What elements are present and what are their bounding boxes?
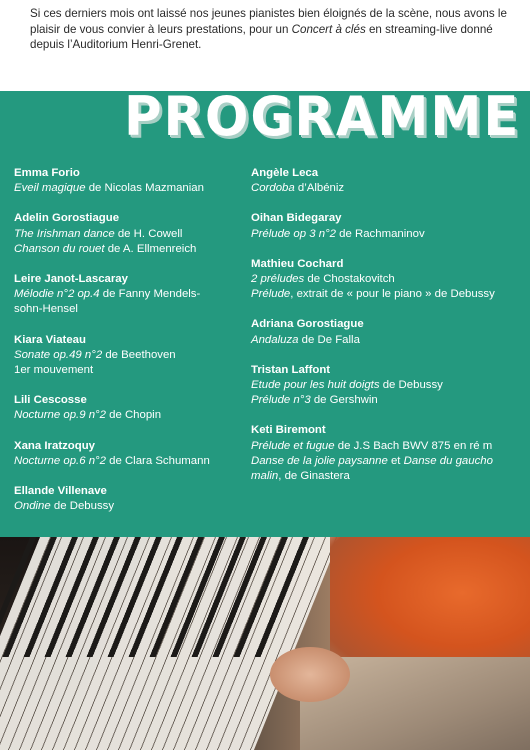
piece-title: Prélude et fugue bbox=[251, 439, 335, 452]
piece-line bbox=[251, 227, 526, 242]
performer-name: Adriana Gorostiague bbox=[251, 318, 364, 331]
piece-composer: de Fanny Mendels- bbox=[99, 288, 201, 301]
piece-composer: de J.S Bach BWV 875 en ré m bbox=[334, 439, 493, 452]
piece-title: Prélude bbox=[251, 288, 291, 301]
piece-line bbox=[14, 242, 244, 257]
piece-composer: sohn-Hensel bbox=[14, 303, 78, 316]
piece-title: Nocturne op.9 n°2 bbox=[14, 409, 106, 422]
piece-title: The Irishman dance bbox=[14, 227, 115, 240]
piece-line bbox=[14, 287, 244, 302]
piece-line bbox=[251, 287, 526, 302]
piece-composer: de Gershwin bbox=[310, 394, 378, 407]
piece-composer: de A. Ellmenreich bbox=[104, 242, 197, 255]
piece-line bbox=[251, 439, 526, 454]
programme-entry bbox=[251, 211, 526, 241]
programme-entry bbox=[14, 439, 244, 469]
performer-name: Kiara Viateau bbox=[14, 333, 86, 346]
piano-photo bbox=[0, 537, 530, 750]
programme-entry bbox=[14, 393, 244, 423]
piece-title: Andaluza bbox=[251, 333, 299, 346]
piece-composer: de Debussy bbox=[50, 500, 115, 513]
orange-sweater bbox=[330, 537, 530, 677]
piece-line bbox=[14, 408, 244, 423]
piano-black-keys bbox=[0, 537, 310, 657]
piece-line bbox=[14, 227, 244, 242]
piece-title: 2 préludes bbox=[251, 273, 305, 286]
performer-name: Oihan Bidegaray bbox=[251, 212, 342, 225]
piece-line bbox=[251, 272, 526, 287]
piece-line bbox=[251, 333, 526, 348]
programme-panel bbox=[0, 85, 530, 537]
piece-title: Eveil magique bbox=[14, 182, 86, 195]
programme-entry bbox=[14, 211, 244, 257]
piece-title: Prélude n°3 bbox=[251, 394, 311, 407]
performer-name: Keti Biremont bbox=[251, 424, 326, 437]
piece-composer: et bbox=[387, 454, 404, 467]
programme-left-column bbox=[14, 166, 244, 529]
piece-line bbox=[14, 363, 244, 378]
programme-entry bbox=[251, 166, 526, 196]
intro-text-after: en streaming-live donné depuis l’Auditorium Henri-Grenet. bbox=[30, 22, 493, 52]
piece-line bbox=[251, 454, 526, 469]
performer-name: Leire Janot-Lascaray bbox=[14, 273, 128, 286]
piece-line bbox=[251, 378, 526, 393]
piece-line bbox=[251, 181, 526, 196]
piece-composer: 1er mouvement bbox=[14, 364, 94, 377]
piece-composer: de Chostakovitch bbox=[304, 273, 395, 286]
programme-entry bbox=[251, 257, 526, 303]
pianist-hand bbox=[270, 647, 350, 702]
programme-entry bbox=[14, 484, 244, 514]
piece-title: Cordoba bbox=[251, 182, 295, 195]
performer-name: Adelin Gorostiague bbox=[14, 212, 120, 225]
performer-name: Ellande Villenave bbox=[14, 485, 107, 498]
piece-title: Prélude op 3 n°2 bbox=[251, 227, 336, 240]
piece-composer: de Rachmaninov bbox=[336, 227, 425, 240]
intro-emphasis: Concert à clés bbox=[291, 22, 366, 36]
piece-title: malin bbox=[251, 470, 279, 483]
piece-title: Sonate op.49 n°2 bbox=[14, 348, 103, 361]
piece-line bbox=[14, 348, 244, 363]
piece-composer: de H. Cowell bbox=[114, 227, 183, 240]
piece-composer: de De Falla bbox=[298, 333, 360, 346]
programme-entry bbox=[14, 166, 244, 196]
piece-line bbox=[14, 454, 244, 469]
piece-title: Mélodie n°2 op.4 bbox=[14, 288, 100, 301]
intro-paragraph bbox=[30, 6, 510, 53]
performer-name: Mathieu Cochard bbox=[251, 257, 344, 270]
piece-composer: de Clara Schumann bbox=[105, 454, 210, 467]
piece-title: Danse du gaucho bbox=[403, 454, 493, 467]
performer-name: Xana Iratzoquy bbox=[14, 439, 96, 452]
performer-name: Angèle Leca bbox=[251, 167, 319, 179]
piece-composer: , de Ginastera bbox=[278, 470, 350, 483]
piece-title: Danse de la jolie paysanne bbox=[251, 454, 388, 467]
programme-entry bbox=[14, 333, 244, 379]
piece-title: Nocturne op.6 n°2 bbox=[14, 454, 106, 467]
programme-right-column bbox=[251, 166, 526, 499]
piece-composer: de Nicolas Mazmanian bbox=[85, 182, 204, 195]
piece-title: Chanson du rouet bbox=[14, 242, 105, 255]
performer-name: Emma Forio bbox=[14, 167, 80, 179]
programme-entry bbox=[251, 317, 526, 347]
performer-name: Tristan Laffont bbox=[251, 363, 331, 376]
piece-composer: , extrait de « pour le piano » de Debussy bbox=[290, 288, 495, 301]
piece-title: Etude pour les huit doigts bbox=[251, 379, 380, 392]
piece-line bbox=[251, 393, 526, 408]
programme-title: PROGRAMME bbox=[124, 85, 521, 148]
piece-composer: de Chopin bbox=[105, 409, 162, 422]
programme-entry bbox=[14, 272, 244, 318]
piece-line bbox=[14, 499, 244, 514]
piece-line bbox=[14, 302, 244, 317]
piece-line bbox=[14, 181, 244, 196]
performer-name: Lili Cescosse bbox=[14, 394, 87, 407]
intro-text-before: Si ces derniers mois ont laissé nos jeunes pianistes bien éloignés de la scène, nous avons le plaisir de vous convier à leurs prestations, pour un bbox=[30, 7, 507, 36]
piece-title: Ondine bbox=[14, 500, 51, 513]
piece-line bbox=[251, 469, 526, 484]
piece-composer: de Beethoven bbox=[102, 348, 176, 361]
piece-composer: de Debussy bbox=[379, 379, 443, 392]
piece-composer: d’Albéniz bbox=[294, 182, 345, 195]
programme-entry bbox=[251, 363, 526, 409]
programme-entry bbox=[251, 423, 526, 484]
